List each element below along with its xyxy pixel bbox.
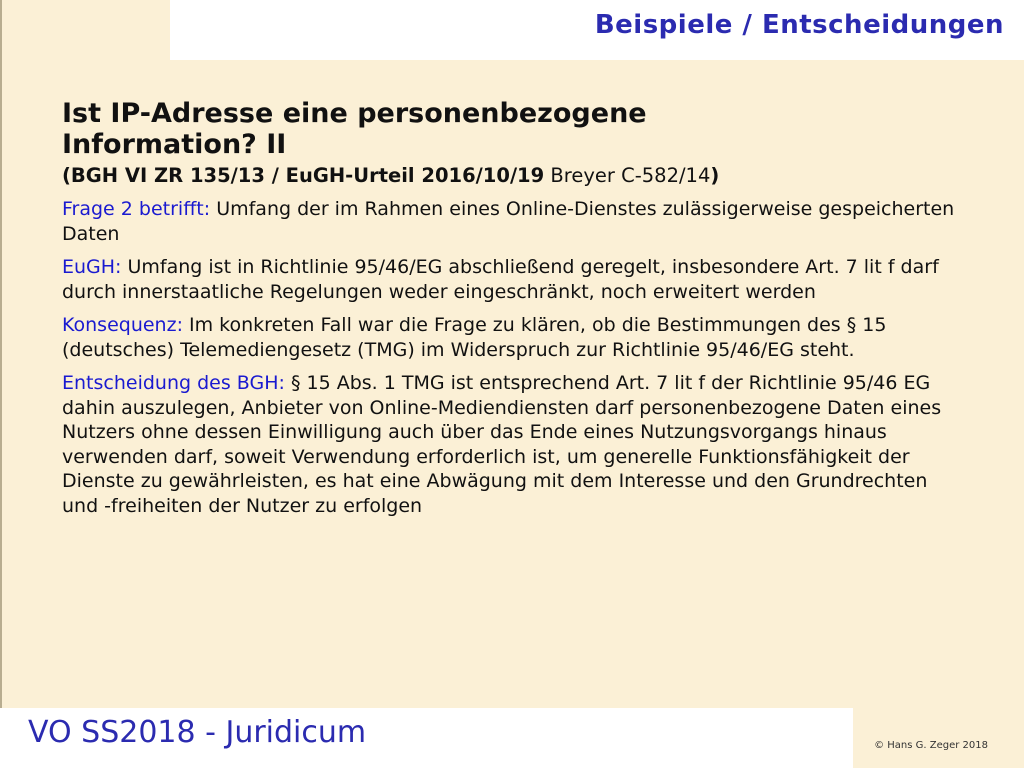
- slide-title-line-1: Ist IP-Adresse eine personenbezogene: [62, 98, 647, 129]
- slide-title: [62, 98, 962, 160]
- paragraph-text: Umfang der im Rahmen eines Online-Dienstes zulässigerweise gespeicherten Daten: [62, 198, 955, 245]
- copyright-notice: © Hans G. Zeger 2018: [874, 740, 988, 751]
- slide-title-line-2: Information? II: [62, 129, 287, 160]
- case-reference: [62, 163, 962, 188]
- paragraph-text: Im konkreten Fall war die Frage zu klären, ob die Bestimmungen des § 15 (deutsches) Telemediengesetz (TMG) im Widerspruch zur Richtlinie 95/46/EG steht.: [62, 314, 887, 361]
- section-title: Beispiele / Entscheidungen: [594, 10, 1004, 40]
- header-bar: [170, 0, 1024, 60]
- paragraph-label: Frage 2 betrifft:: [62, 198, 211, 220]
- paragraph-frage: [62, 197, 962, 246]
- paragraph-text: Umfang ist in Richtlinie 95/46/EG abschließend geregelt, insbesondere Art. 7 lit f darf durch innerstaatliche Regelungen weder eingeschränkt, noch erweitert werden: [62, 256, 939, 303]
- paragraph-label: Entscheidung des BGH:: [62, 372, 285, 394]
- footer-bar: [0, 708, 853, 768]
- paragraph-eugh: [62, 255, 962, 304]
- case-reference-bold: (BGH VI ZR 135/13 / EuGH-Urteil 2016/10/19: [62, 164, 545, 187]
- paragraph-label: Konsequenz:: [62, 314, 183, 336]
- slide-content: [62, 98, 962, 518]
- paragraph-entscheidung: [62, 371, 962, 518]
- slide-left-border: [0, 0, 2, 768]
- course-title: VO SS2018 - Juridicum: [28, 715, 367, 750]
- case-reference-normal: Breyer C-582/14: [544, 164, 711, 187]
- paragraph-konsequenz: [62, 313, 962, 362]
- paragraph-label: EuGH:: [62, 256, 122, 278]
- case-reference-close: ): [710, 164, 720, 187]
- paragraph-text: § 15 Abs. 1 TMG ist entsprechend Art. 7 lit f der Richtlinie 95/46 EG dahin auszulegen, Anbieter von Online-Mediendiensten darf personenbezogene Daten eines Nutzers ohne dessen Einwilligung auch über das Ende eines Nutzungsvorgangs hinaus verwenden darf, soweit Verwendung erforderlich ist, um generelle Funktionsfähigkeit der Dienste zu gewährleisten, es hat eine Abwägung mit dem Interesse und den Grundrechten und -freiheiten der Nutzer zu erfolgen: [62, 372, 942, 517]
